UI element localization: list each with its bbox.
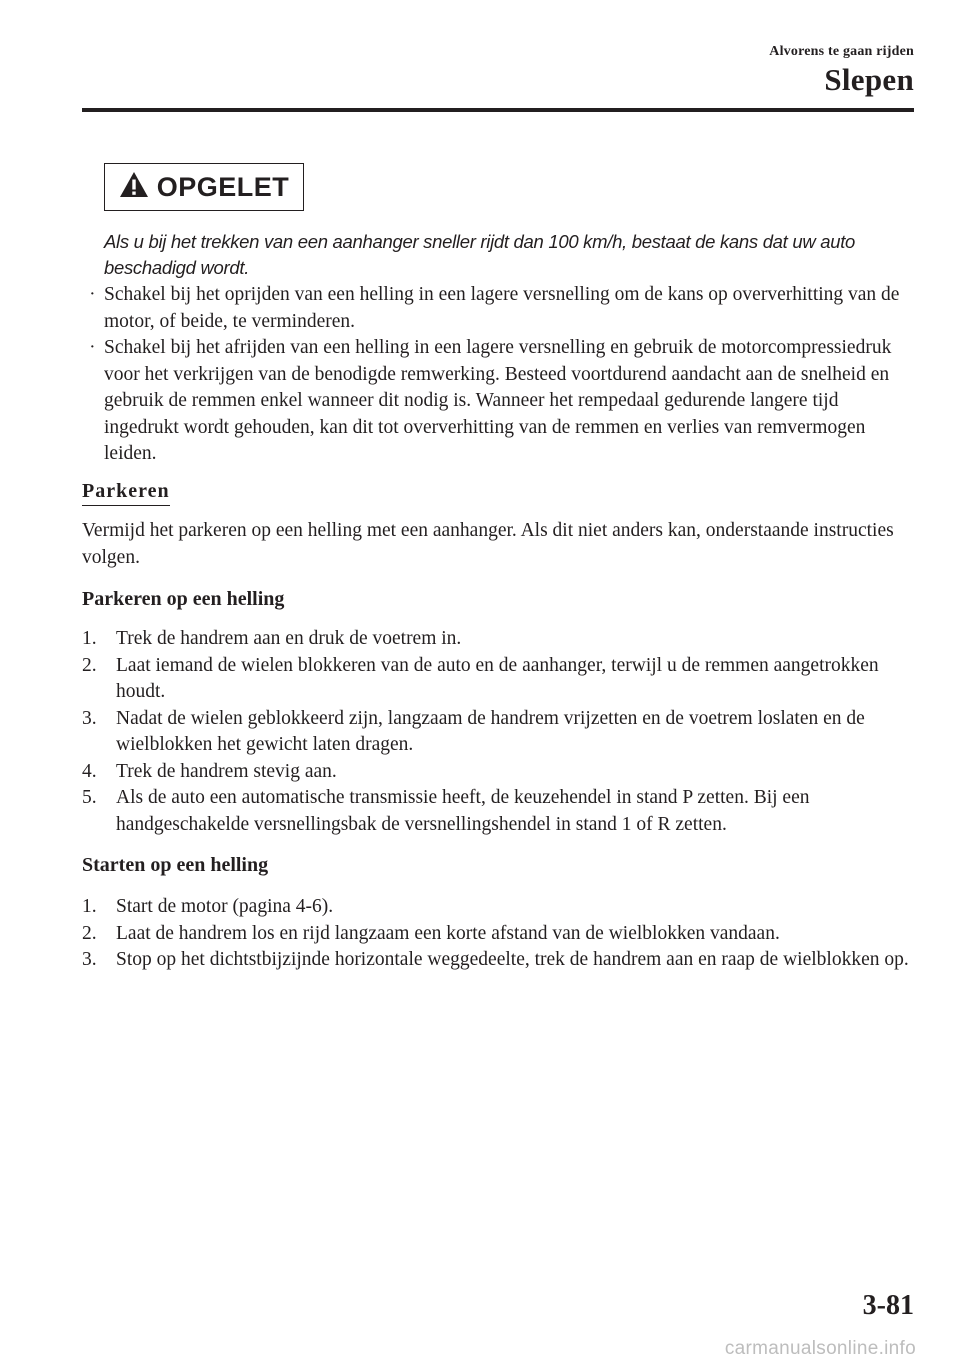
bullet-icon: · xyxy=(90,340,95,355)
list-item xyxy=(82,785,922,838)
caution-lead-text: Als u bij het trekken van een aanhanger sneller rijdt dan 100 km/h, bestaat de kans dat uw auto beschadigd wordt. xyxy=(104,231,856,278)
step-text: Nadat de wielen geblokkeerd zijn, langzaam de handrem vrijzetten en de voetrem loslaten en de wielblokken het gewicht laten dragen. xyxy=(116,707,865,755)
warning-triangle-icon xyxy=(119,171,149,203)
step-number: 3. xyxy=(82,707,97,729)
section-heading-parking: Parkeren xyxy=(82,480,170,506)
step-text: Trek de handrem stevig aan. xyxy=(116,760,337,782)
list-item xyxy=(88,282,918,335)
step-number: 3. xyxy=(82,949,97,970)
subheading-parking-on-slope: Parkeren op een helling xyxy=(82,588,285,610)
list-item xyxy=(82,921,922,948)
step-text: Laat de handrem los en rijd langzaam een korte afstand van de wielblokken vandaan. xyxy=(116,922,780,944)
caution-box xyxy=(104,163,304,211)
step-text: Als de auto een automatische transmissie heeft, de keuzehendel in stand P zetten. Bij een handgeschakelde versnellingsbak de versnellingshendel in stand 1 of R zetten. xyxy=(116,787,810,835)
bullet-icon: · xyxy=(90,287,95,302)
section-intro-text: Vermijd het parkeren op een helling met een aanhanger. Als dit niet anders kan, onderstaande instructies volgen. xyxy=(82,520,894,568)
parking-steps-list xyxy=(82,626,922,838)
list-item xyxy=(82,894,922,921)
step-number: 2. xyxy=(82,654,97,676)
header-section-label: Alvorens te gaan rijden xyxy=(769,44,914,59)
step-text: Start de motor (pagina 4-6). xyxy=(116,896,334,917)
step-number: 1. xyxy=(82,628,97,649)
step-text: Laat iemand de wielen blokkeren van de auto en de aanhanger, terwijl u de remmen aangetrokken houdt. xyxy=(116,654,879,702)
step-number: 5. xyxy=(82,787,97,808)
watermark-text: carmanualsonline.info xyxy=(724,1338,916,1359)
list-item xyxy=(82,706,922,759)
caution-bullet-list xyxy=(88,282,918,468)
starting-steps-list xyxy=(82,894,922,974)
caution-label: OPGELET xyxy=(156,171,290,202)
list-item xyxy=(82,947,922,974)
list-item xyxy=(82,653,922,706)
step-number: 2. xyxy=(82,922,97,944)
page-title: Slepen xyxy=(824,62,914,97)
header-divider xyxy=(82,108,914,112)
step-text: Trek de handrem aan en druk de voetrem in. xyxy=(116,628,462,649)
step-number: 4. xyxy=(82,760,97,782)
list-item xyxy=(88,335,918,468)
page-number: 3-81 xyxy=(862,1290,914,1321)
subheading-starting-on-slope: Starten op een helling xyxy=(82,854,269,876)
bullet-text: Schakel bij het afrijden van een helling in een lagere versnelling en gebruik de motorcompressiedruk voor het verkrijgen van de benodigde remwerking. Besteed voortdurend aandacht aan de snelheid en gebruik de remmen enkel wanneer dit nodig is. Wanneer het rempedaal gedurende langere tijd ingedrukt wordt gehouden, kan dit tot oververhitting van de remmen en verlies van remvermogen leiden. xyxy=(104,337,892,464)
list-item xyxy=(82,759,922,786)
list-item xyxy=(82,626,922,653)
bullet-text: Schakel bij het oprijden van een helling in een lagere versnelling om de kans op oververhitting van de motor, of beide, te verminderen. xyxy=(104,284,900,332)
step-number: 1. xyxy=(82,896,97,917)
step-text: Stop op het dichtstbijzijnde horizontale weggedeelte, trek de handrem aan en raap de wielblokken op. xyxy=(116,949,909,970)
